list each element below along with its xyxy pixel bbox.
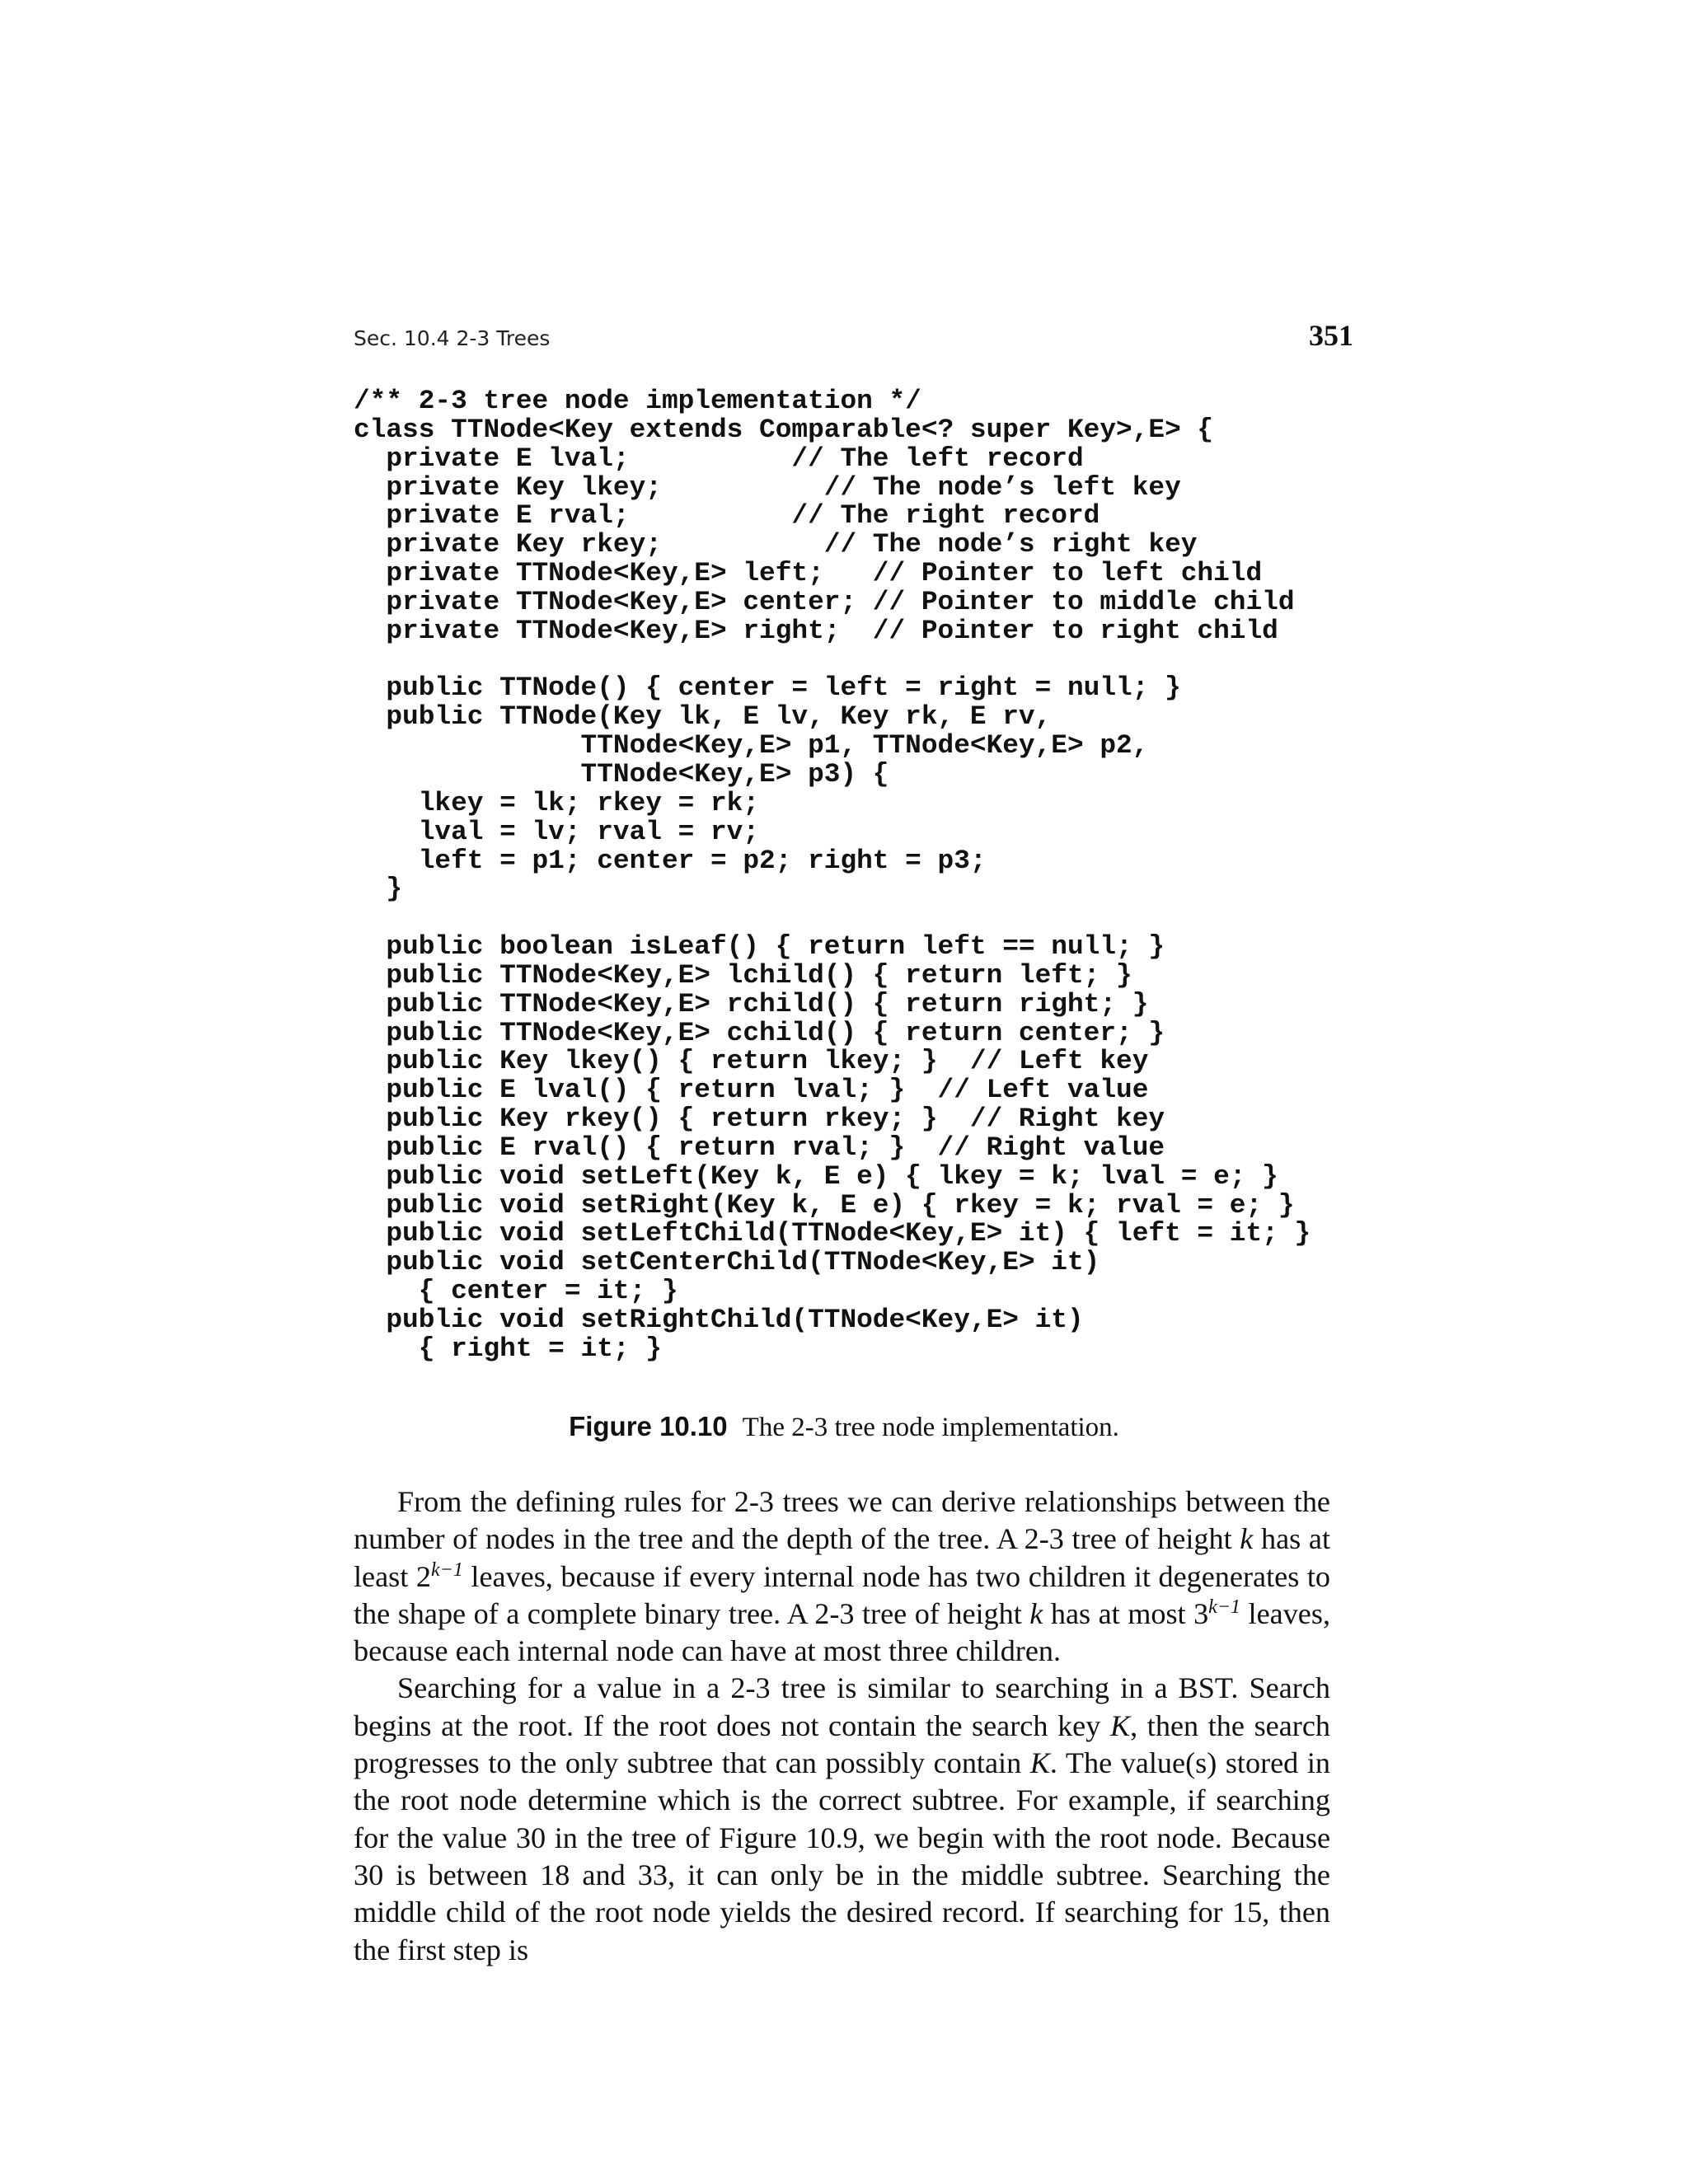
figure-caption-text: The 2-3 tree node implementation. — [742, 1413, 1119, 1442]
code-line: private TTNode<Key,E> right; // Pointer to right child — [354, 615, 1278, 646]
math-exponent-text: k−1 — [1208, 1596, 1241, 1618]
code-line: lval = lv; rval = rv; — [354, 816, 760, 847]
paragraph-text: leaves, because each internal node can have at most three children. — [354, 1596, 1330, 1668]
code-line: public TTNode() { center = left = right = null; } — [354, 673, 1181, 704]
paragraph-text: has at least 2 — [354, 1522, 1330, 1593]
code-line: /** 2-3 tree node implementation */ — [354, 386, 921, 416]
code-line: lkey = lk; rkey = rk; — [354, 787, 760, 818]
math-exponent — [1208, 1596, 1240, 1618]
paragraph-text: leaves, because if every internal node has two children it degenerates to the shape of a complete binary tree. A 2-3 tree of height — [354, 1559, 1330, 1630]
section-title: Sec. 10.4 2-3 Trees — [354, 326, 551, 350]
code-listing — [354, 387, 1311, 1364]
code-line: public void setRightChild(TTNode<Key,E> it) — [354, 1305, 1084, 1335]
paragraph-text: Searching for a value in a 2-3 tree is similar to searching in a BST. Search begins at the root. If the root does not contain the search key — [354, 1671, 1330, 1742]
code-line: private Key rkey; // The node’s right key — [354, 529, 1198, 560]
code-line: public TTNode<Key,E> cchild() { return center; } — [354, 1017, 1165, 1048]
code-line: public void setLeftChild(TTNode<Key,E> it) { left = it; } — [354, 1218, 1311, 1249]
code-line: left = p1; center = p2; right = p3; — [354, 845, 987, 876]
code-line — [354, 646, 1311, 675]
code-line: private TTNode<Key,E> center; // Pointer to middle child — [354, 586, 1295, 617]
code-line: private E rval; // The right record — [354, 500, 1100, 532]
paragraph-text: . The value(s) stored in the root node determine which is the correct subtree. For example, if searching for the value 30 in the tree of Figure 10.9, we begin with the root node. Because 30 is between 18 and 33, it can only be in the middle subtree. Searching the middle child of the root node yields the desired record. If searching for 15, then the first step is — [354, 1746, 1330, 1966]
running-head — [354, 318, 1353, 368]
code-line: private Key lkey; // The node’s left key — [354, 471, 1181, 503]
code-line: public void setCenterChild(TTNode<Key,E> it) — [354, 1247, 1100, 1278]
math-variable: k — [1240, 1522, 1254, 1556]
code-line: public Key lkey() { return lkey; } // Left key — [354, 1046, 1149, 1077]
code-line: private TTNode<Key,E> left; // Pointer to left child — [354, 558, 1263, 589]
paragraph — [354, 1670, 1330, 1968]
code-line: public TTNode(Key lk, E lv, Key rk, E rv, — [354, 701, 1052, 733]
code-line: public Key rkey() { return rkey; } // Right key — [354, 1104, 1165, 1135]
paragraph-text: From the defining rules for 2-3 trees we can derive relationships between the number of nodes in the tree and the depth of the tree. A 2-3 tree of height — [354, 1485, 1330, 1556]
math-variable: K — [1029, 1746, 1050, 1780]
code-line: public boolean isLeaf() { return left == null; } — [354, 931, 1165, 963]
code-line: public void setLeft(Key k, E e) { lkey = k; lval = e; } — [354, 1160, 1278, 1192]
code-line — [354, 904, 1311, 933]
code-line: public E rval() { return rval; } // Right value — [354, 1132, 1165, 1163]
code-line: TTNode<Key,E> p1, TTNode<Key,E> p2, — [354, 730, 1149, 762]
code-line: public void setRight(Key k, E e) { rkey = k; rval = e; } — [354, 1189, 1295, 1221]
math-exponent — [431, 1559, 463, 1581]
figure-label: Figure 10.10 — [569, 1411, 728, 1441]
math-variable: K — [1109, 1708, 1131, 1742]
code-line: private E lval; // The left record — [354, 443, 1084, 474]
body-text — [354, 1483, 1330, 1969]
code-line: public E lval() { return lval; } // Left value — [354, 1075, 1149, 1106]
paragraph — [354, 1483, 1330, 1670]
code-line: TTNode<Key,E> p3) { — [354, 758, 889, 790]
code-line: public TTNode<Key,E> rchild() { return right; } — [354, 988, 1149, 1019]
page-number: 351 — [1309, 319, 1353, 352]
math-variable: k — [1029, 1596, 1043, 1630]
code-line: { right = it; } — [354, 1333, 662, 1364]
code-line: class TTNode<Key extends Comparable<? super Key>,E> { — [354, 414, 1214, 445]
paragraph-text: , then the search progresses to the only subtree that can possibly contain — [354, 1708, 1330, 1780]
code-line: { center = it; } — [354, 1276, 678, 1307]
code-line: } — [354, 874, 403, 905]
figure-caption — [0, 1411, 1688, 1443]
code-line: public TTNode<Key,E> lchild() { return left; } — [354, 959, 1132, 991]
paragraph-text: has at most 3 — [1043, 1596, 1209, 1630]
math-exponent-text: k−1 — [430, 1558, 463, 1581]
